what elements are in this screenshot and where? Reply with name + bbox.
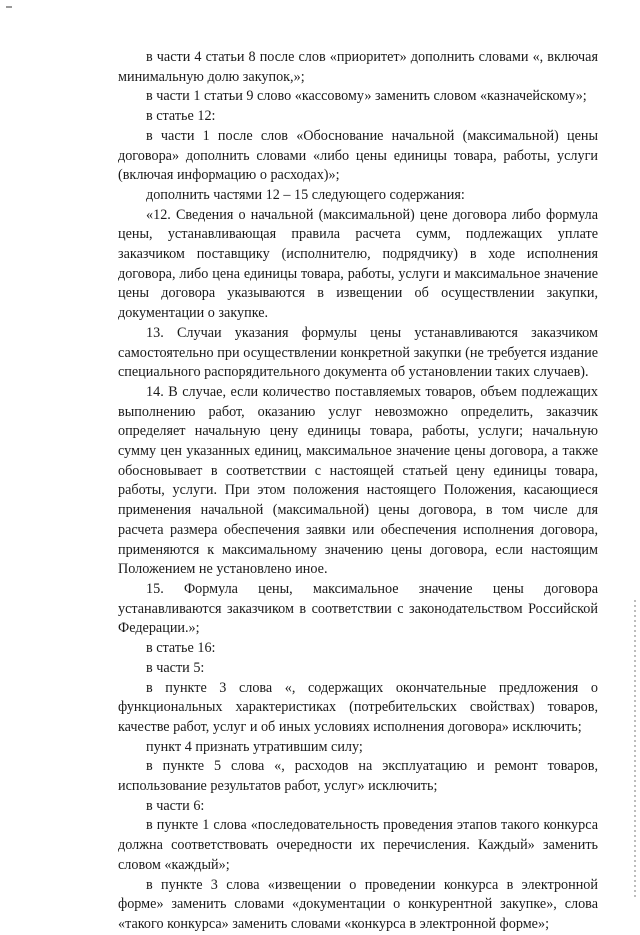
paragraph: дополнить частями 12 – 15 следующего содержания: xyxy=(146,186,465,203)
paragraph: «12. Сведения о начальной (максимальной) цене договора либо формула цены, устанавливающая правила расчета сумм, подлежащих уплате заказчиком поставщику (исполнителю, подрядчику) в ходе исполнения договора, либо цена единицы товара, работы, услуги и максимальное значение цены договора указываются в извещении об осуществлении закупки, документации о закупке. xyxy=(118,206,598,322)
paragraph: в пункте 1 слова «последовательность проведения этапов такого конкурса должна соответствовать очередности их перечисления. Каждый» заменить словом «каждый»; xyxy=(118,817,598,873)
document-body xyxy=(118,48,598,935)
paragraph: пункт 4 признать утратившим силу; xyxy=(146,738,363,755)
paragraph: в части 6: xyxy=(146,797,205,814)
paragraph: в части 5: xyxy=(146,659,205,676)
paragraph: в пункте 3 слова «, содержащих окончательные предложения о функциональных характеристиках (потребительских свойствах) товаров, качестве работ, услуг и об иных условиях исполнения договора» исключить; xyxy=(118,679,598,735)
scan-edge-artifact xyxy=(634,600,636,900)
paragraph: в части 4 статьи 8 после слов «приоритет» дополнить словами «, включая минимальную долю закупок,»; xyxy=(118,49,598,85)
paragraph: 13. Случаи указания формулы цены устанавливаются заказчиком самостоятельно при осуществлении конкретной закупки (не требуется издание специального распорядительного документа об установлении таких случаев). xyxy=(118,324,598,381)
paragraph: в статье 12: xyxy=(146,108,216,125)
paragraph: в части 1 после слов «Обоснование начальной (максимальной) цены договора» дополнить словами «либо цены единицы товара, работы, услуги (включая информацию о расходах)»; xyxy=(118,127,598,184)
paragraph: в пункте 5 слова «, расходов на эксплуатацию и ремонт товаров, использование результатов работ, услуг» исключить; xyxy=(118,758,598,795)
paragraph: в части 1 статьи 9 слово «кассовому» заменить словом «казначейскому»; xyxy=(146,88,587,105)
paragraph: 14. В случае, если количество поставляемых товаров, объем подлежащих выполнению работ, оказанию услуг невозможно определить, заказчик определяет начальную цену единицы товара, работы, услуги; начальную сумму цен указанных единиц, максимальное значение цены договора, а также обосновывает в соответствии с настоящей статьей цену единицы товара, работы, услуги. При этом положения настоящего Положения, касающиеся применения начальной (максимальной) цены договора, в том числе для расчета размера обеспечения заявки или обеспечения исполнения договора, применяются к максимальному значению цены договора, если настоящим Положением не установлено иное. xyxy=(118,383,598,578)
scan-artifact xyxy=(6,6,12,8)
paragraph: в пункте 3 слова «извещении о проведении конкурса в электронной форме» заменить словами «документации о конкурентной закупке», слова «такого конкурса» заменить словами «конкурса в электронной форме»; xyxy=(118,876,598,932)
paragraph: в статье 16: xyxy=(146,640,216,657)
paragraph: 15. Формула цены, максимальное значение цены договора устанавливаются заказчиком в соответствии с законодательством Российской Федерации.»; xyxy=(118,580,598,637)
